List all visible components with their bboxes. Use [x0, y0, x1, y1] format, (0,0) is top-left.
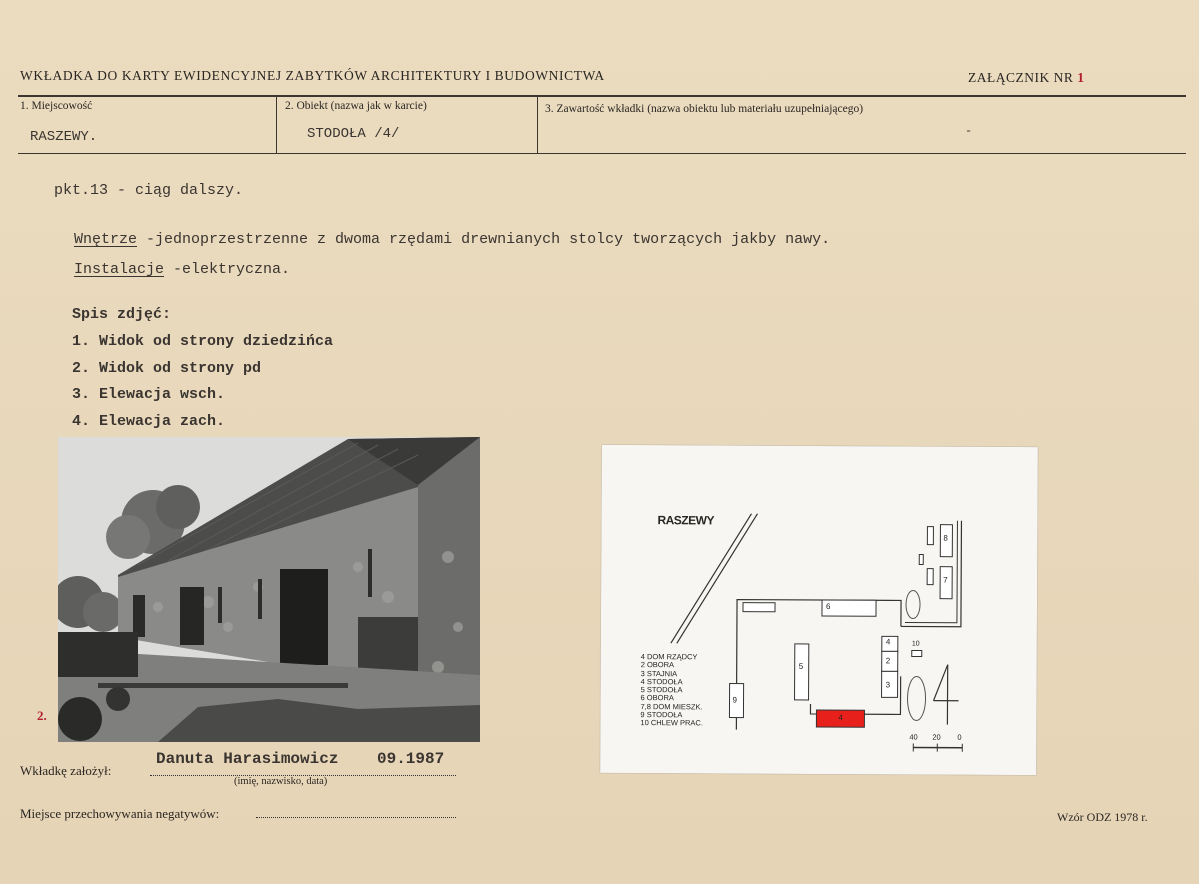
form-code: Wzór ODZ 1978 r.	[1057, 810, 1148, 824]
legend-item: 2 OBORA	[640, 660, 675, 670]
continuation-note: pkt.13 - ciąg dalszy.	[54, 182, 244, 199]
site-plan	[600, 445, 1038, 775]
author-hint: (imię, nazwisko, data)	[234, 776, 328, 787]
plan-legend	[640, 653, 703, 728]
legend-item: 9 STODOŁA	[640, 710, 683, 720]
author-label: Wkładkę założył:	[20, 763, 112, 778]
locality-value: RASZEWY.	[30, 129, 98, 145]
plan-label-9: 9	[732, 695, 738, 705]
negatives-label: Miejsce przechowywania negatywów:	[20, 806, 220, 821]
annex-label-text: ZAŁĄCZNIK NR	[968, 70, 1074, 85]
photo-number-mark: 2.	[37, 708, 47, 723]
card-title: WKŁADKA DO KARTY EWIDENCYJNEJ ZABYTKÓW ARCHITEKTURY I BUDOWNICTWA	[20, 68, 605, 83]
legend-item: 4 STODOŁA	[640, 676, 683, 687]
field-bottom-rule	[18, 153, 1186, 154]
plan-title: RASZEWY	[657, 513, 715, 528]
object-label: 2. Obiekt (nazwa jak w karcie)	[285, 100, 427, 112]
photo-list-item: 4. Elewacja zach.	[72, 413, 226, 430]
content-label: 3. Zawartość wkładki (nazwa obiektu lub materiału uzupełniającego)	[545, 103, 864, 115]
plan-label-2: 2	[885, 656, 891, 666]
plan-label-7: 7	[943, 575, 948, 585]
legend-item: 7,8 DOM MIESZK.	[640, 701, 703, 712]
installation-line	[74, 261, 290, 278]
legend-item: 3 STAJNIA	[640, 668, 678, 678]
plan-label-10: 10	[911, 640, 920, 648]
locality-label: 1. Miejscowość	[20, 100, 93, 112]
plan-label-8: 8	[943, 533, 948, 543]
legend-item: 4 DOM RZĄDCY	[640, 652, 698, 662]
plan-label-3: 3	[885, 680, 891, 690]
legend-item: 6 OBORA	[640, 693, 674, 703]
interior-text: -jednoprzestrzenne z dwoma rzędami drewnianych stolcy tworzących jakby nawy.	[137, 231, 831, 248]
interior-label: Wnętrze	[74, 231, 138, 248]
installation-label: Instalacje	[74, 261, 165, 278]
interior-line	[74, 231, 830, 248]
legend-item: 5 STODOŁA	[640, 685, 683, 695]
field-divider-2	[537, 97, 538, 153]
photos-heading: Spis zdjęć:	[72, 306, 172, 323]
plan-label-barn: 4	[838, 713, 843, 723]
plan-label-5: 5	[798, 661, 804, 671]
annex-label	[968, 70, 1085, 86]
annex-number: 1	[1077, 70, 1085, 85]
author-name: Danuta Harasimowicz	[156, 750, 339, 768]
installation-text: -elektryczna.	[164, 261, 291, 278]
barn-photo-image	[58, 437, 480, 742]
plan-label-4: 4	[885, 637, 891, 647]
field-divider-1	[276, 97, 277, 153]
scale-label: 0	[957, 732, 962, 742]
scale-label: 40	[909, 732, 918, 742]
scale-label: 20	[932, 732, 941, 742]
header-rule	[18, 95, 1186, 97]
photo-list-item: 2. Widok od strony pd	[72, 360, 262, 377]
legend-item: 10 CHLEW PRAC.	[640, 718, 703, 728]
plan-label-6: 6	[825, 602, 831, 612]
negatives-dotline	[256, 816, 456, 818]
photo-list-item: 1. Widok od strony dziedzińca	[72, 333, 334, 350]
object-value: STODOŁA /4/	[307, 126, 400, 142]
author-date: 09.1987	[377, 750, 445, 768]
barn-photo	[58, 437, 480, 742]
content-value: -	[965, 124, 973, 138]
photo-list-item: 3. Elewacja wsch.	[72, 386, 226, 403]
